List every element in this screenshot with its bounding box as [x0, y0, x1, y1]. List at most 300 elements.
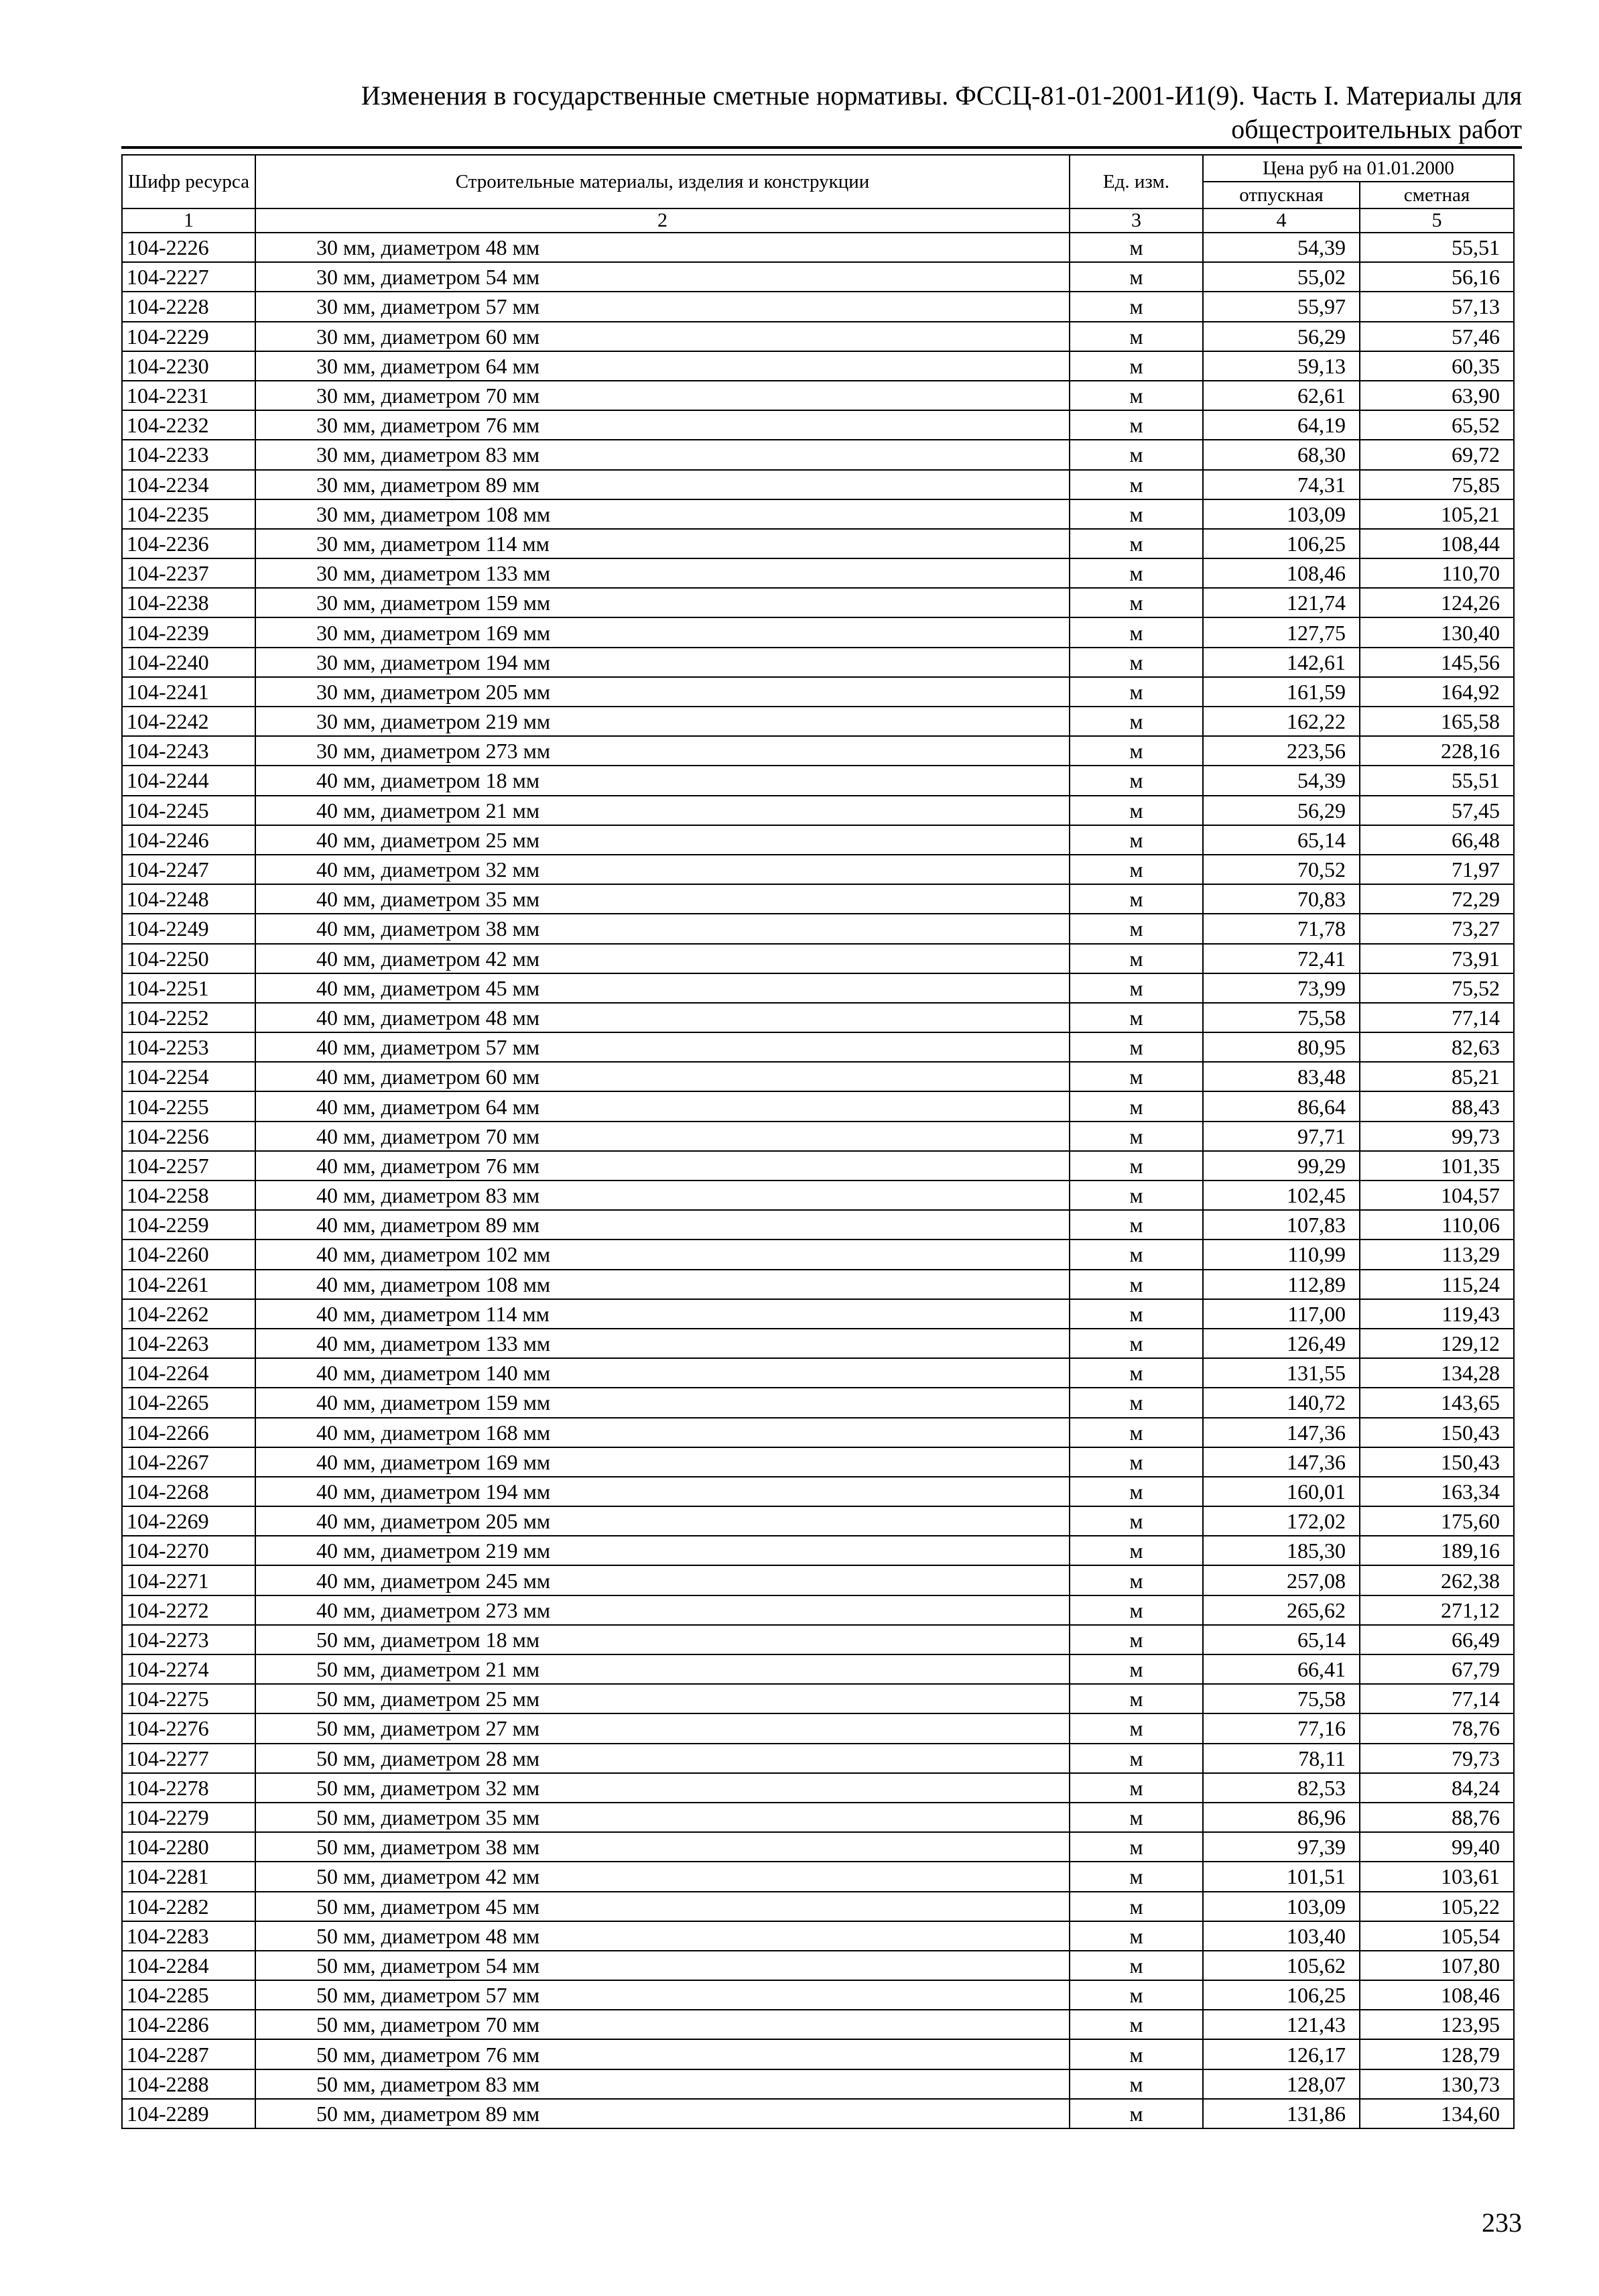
table-row [122, 1595, 1514, 1625]
table-row [122, 1270, 1514, 1299]
price-release: 70,52 [1203, 855, 1360, 884]
table-row [122, 1477, 1514, 1506]
price-estimate: 119,43 [1360, 1299, 1514, 1329]
price-release: 185,30 [1203, 1536, 1360, 1565]
price-release: 140,72 [1203, 1388, 1360, 1417]
price-estimate: 150,43 [1360, 1418, 1514, 1447]
table-row [122, 1181, 1514, 1210]
table-row [122, 1329, 1514, 1358]
col-header-price-estimate: сметная [1360, 182, 1514, 208]
unit: м [1070, 2039, 1203, 2069]
price-release: 77,16 [1203, 1713, 1360, 1743]
price-estimate: 57,13 [1360, 292, 1514, 321]
price-estimate: 107,80 [1360, 1951, 1514, 1980]
resource-code: 104-2227 [122, 262, 255, 292]
price-release: 62,61 [1203, 381, 1360, 410]
unit: м [1070, 855, 1203, 884]
unit: м [1070, 410, 1203, 440]
table-row [122, 233, 1514, 262]
resource-code: 104-2244 [122, 766, 255, 795]
unit: м [1070, 1892, 1203, 1921]
price-release: 101,51 [1203, 1862, 1360, 1891]
price-release: 265,62 [1203, 1595, 1360, 1625]
price-estimate: 143,65 [1360, 1388, 1514, 1417]
price-release: 172,02 [1203, 1506, 1360, 1536]
table-row [122, 1003, 1514, 1032]
material-name: 30 мм, диаметром 83 мм [255, 440, 1070, 469]
price-estimate: 57,45 [1360, 796, 1514, 825]
resource-code: 104-2240 [122, 648, 255, 677]
unit: м [1070, 1595, 1203, 1625]
table-row [122, 322, 1514, 351]
price-release: 161,59 [1203, 677, 1360, 707]
resource-code: 104-2257 [122, 1151, 255, 1181]
price-release: 56,29 [1203, 796, 1360, 825]
price-estimate: 134,28 [1360, 1358, 1514, 1388]
material-name: 50 мм, диаметром 54 мм [255, 1951, 1070, 1980]
unit: м [1070, 1358, 1203, 1388]
material-name: 40 мм, диаметром 42 мм [255, 944, 1070, 973]
resource-code: 104-2231 [122, 381, 255, 410]
price-estimate: 66,49 [1360, 1625, 1514, 1654]
price-release: 70,83 [1203, 884, 1360, 914]
resource-code: 104-2245 [122, 796, 255, 825]
unit: м [1070, 2099, 1203, 2128]
material-name: 40 мм, диаметром 25 мм [255, 825, 1070, 855]
material-name: 40 мм, диаметром 64 мм [255, 1091, 1070, 1121]
material-name: 30 мм, диаметром 89 мм [255, 470, 1070, 499]
resource-code: 104-2270 [122, 1536, 255, 1565]
header-title-line2: общестроительных работ [1231, 114, 1522, 144]
col-header-price-group: Цена руб на 01.01.2000 [1203, 155, 1514, 182]
table-row [122, 1951, 1514, 1980]
resource-code: 104-2263 [122, 1329, 255, 1358]
unit: м [1070, 2069, 1203, 2099]
resource-code: 104-2243 [122, 736, 255, 766]
unit: м [1070, 1003, 1203, 1032]
material-name: 40 мм, диаметром 108 мм [255, 1270, 1070, 1299]
resource-code: 104-2268 [122, 1477, 255, 1506]
price-estimate: 105,22 [1360, 1892, 1514, 1921]
unit: м [1070, 1773, 1203, 1803]
price-release: 65,14 [1203, 825, 1360, 855]
price-estimate: 228,16 [1360, 736, 1514, 766]
price-estimate: 113,29 [1360, 1240, 1514, 1269]
resource-code: 104-2273 [122, 1625, 255, 1654]
price-release: 147,36 [1203, 1447, 1360, 1477]
material-name: 40 мм, диаметром 35 мм [255, 884, 1070, 914]
table-row [122, 1418, 1514, 1447]
table-row [122, 2010, 1514, 2039]
resource-code: 104-2277 [122, 1744, 255, 1773]
resource-code: 104-2258 [122, 1181, 255, 1210]
table-row [122, 766, 1514, 795]
price-release: 257,08 [1203, 1565, 1360, 1595]
material-name: 40 мм, диаметром 102 мм [255, 1240, 1070, 1269]
material-name: 30 мм, диаметром 273 мм [255, 736, 1070, 766]
resource-code: 104-2232 [122, 410, 255, 440]
resource-code: 104-2239 [122, 617, 255, 647]
price-estimate: 63,90 [1360, 381, 1514, 410]
material-name: 40 мм, диаметром 169 мм [255, 1447, 1070, 1477]
table-row [122, 1299, 1514, 1329]
price-estimate: 99,40 [1360, 1832, 1514, 1862]
resource-code: 104-2238 [122, 588, 255, 617]
resource-code: 104-2284 [122, 1951, 255, 1980]
table-row [122, 558, 1514, 588]
price-estimate: 163,34 [1360, 1477, 1514, 1506]
resource-code: 104-2249 [122, 914, 255, 943]
material-name: 50 мм, диаметром 83 мм [255, 2069, 1070, 2099]
table-row [122, 1388, 1514, 1417]
price-estimate: 82,63 [1360, 1032, 1514, 1062]
unit: м [1070, 440, 1203, 469]
table-row [122, 1744, 1514, 1773]
unit: м [1070, 1654, 1203, 1684]
unit: м [1070, 1062, 1203, 1091]
price-estimate: 123,95 [1360, 2010, 1514, 2039]
price-estimate: 75,52 [1360, 973, 1514, 1003]
unit: м [1070, 381, 1203, 410]
unit: м [1070, 944, 1203, 973]
price-estimate: 73,91 [1360, 944, 1514, 973]
resource-code: 104-2242 [122, 707, 255, 736]
table-row [122, 1773, 1514, 1803]
price-estimate: 105,21 [1360, 499, 1514, 529]
unit: м [1070, 1151, 1203, 1181]
table-row [122, 410, 1514, 440]
resource-code: 104-2246 [122, 825, 255, 855]
price-release: 83,48 [1203, 1062, 1360, 1091]
price-release: 86,96 [1203, 1803, 1360, 1832]
resource-code: 104-2274 [122, 1654, 255, 1684]
table-row [122, 351, 1514, 381]
unit: м [1070, 825, 1203, 855]
unit: м [1070, 1565, 1203, 1595]
unit: м [1070, 322, 1203, 351]
material-name: 40 мм, диаметром 168 мм [255, 1418, 1070, 1447]
price-estimate: 88,76 [1360, 1803, 1514, 1832]
price-release: 147,36 [1203, 1418, 1360, 1447]
price-release: 65,14 [1203, 1625, 1360, 1654]
material-name: 40 мм, диаметром 32 мм [255, 855, 1070, 884]
material-name: 40 мм, диаметром 76 мм [255, 1151, 1070, 1181]
price-estimate: 99,73 [1360, 1122, 1514, 1151]
price-release: 82,53 [1203, 1773, 1360, 1803]
price-estimate: 110,70 [1360, 558, 1514, 588]
table-row [122, 648, 1514, 677]
table-row [122, 1803, 1514, 1832]
unit: м [1070, 766, 1203, 795]
price-release: 162,22 [1203, 707, 1360, 736]
table-row [122, 1980, 1514, 2010]
material-name: 40 мм, диаметром 140 мм [255, 1358, 1070, 1388]
table-row [122, 825, 1514, 855]
unit: м [1070, 1270, 1203, 1299]
material-name: 40 мм, диаметром 245 мм [255, 1565, 1070, 1595]
material-name: 30 мм, диаметром 219 мм [255, 707, 1070, 736]
material-name: 50 мм, диаметром 48 мм [255, 1921, 1070, 1951]
price-estimate: 66,48 [1360, 825, 1514, 855]
resource-code: 104-2235 [122, 499, 255, 529]
header-title-line1: Изменения в государственные сметные нормативы. ФССЦ-81-01-2001-И1(9). Часть I. Материалы для [361, 80, 1522, 111]
material-name: 40 мм, диаметром 89 мм [255, 1210, 1070, 1240]
col-number: 3 [1070, 208, 1203, 233]
price-release: 54,39 [1203, 766, 1360, 795]
resource-code: 104-2256 [122, 1122, 255, 1151]
table-row [122, 1210, 1514, 1240]
col-number: 5 [1360, 208, 1514, 233]
table-row [122, 1447, 1514, 1477]
table-row [122, 470, 1514, 499]
price-estimate: 271,12 [1360, 1595, 1514, 1625]
resource-code: 104-2283 [122, 1921, 255, 1951]
unit: м [1070, 1862, 1203, 1891]
price-estimate: 124,26 [1360, 588, 1514, 617]
price-release: 74,31 [1203, 470, 1360, 499]
unit: м [1070, 1951, 1203, 1980]
table-row [122, 381, 1514, 410]
price-estimate: 104,57 [1360, 1181, 1514, 1210]
material-name: 40 мм, диаметром 38 мм [255, 914, 1070, 943]
resource-code: 104-2280 [122, 1832, 255, 1862]
resource-code: 104-2250 [122, 944, 255, 973]
table-row [122, 617, 1514, 647]
resource-code: 104-2230 [122, 351, 255, 381]
material-name: 50 мм, диаметром 76 мм [255, 2039, 1070, 2069]
price-release: 110,99 [1203, 1240, 1360, 1269]
unit: м [1070, 1980, 1203, 2010]
price-release: 59,13 [1203, 351, 1360, 381]
unit: м [1070, 1536, 1203, 1565]
table-row [122, 973, 1514, 1003]
price-estimate: 77,14 [1360, 1684, 1514, 1713]
table-row [122, 499, 1514, 529]
unit: м [1070, 1625, 1203, 1654]
material-name: 50 мм, диаметром 21 мм [255, 1654, 1070, 1684]
table-row [122, 2099, 1514, 2128]
price-release: 160,01 [1203, 1477, 1360, 1506]
price-release: 106,25 [1203, 1980, 1360, 2010]
material-name: 30 мм, диаметром 133 мм [255, 558, 1070, 588]
table-body [122, 233, 1514, 2128]
price-release: 131,55 [1203, 1358, 1360, 1388]
price-estimate: 108,46 [1360, 1980, 1514, 2010]
header-rule [121, 146, 1522, 149]
price-release: 56,29 [1203, 322, 1360, 351]
price-release: 55,02 [1203, 262, 1360, 292]
resource-code: 104-2252 [122, 1003, 255, 1032]
unit: м [1070, 707, 1203, 736]
price-estimate: 262,38 [1360, 1565, 1514, 1595]
price-estimate: 110,06 [1360, 1210, 1514, 1240]
material-name: 30 мм, диаметром 169 мм [255, 617, 1070, 647]
table-row [122, 884, 1514, 914]
resource-code: 104-2233 [122, 440, 255, 469]
price-release: 121,74 [1203, 588, 1360, 617]
price-estimate: 134,60 [1360, 2099, 1514, 2128]
price-release: 117,00 [1203, 1299, 1360, 1329]
material-name: 40 мм, диаметром 18 мм [255, 766, 1070, 795]
resource-code: 104-2285 [122, 1980, 255, 2010]
resource-code: 104-2237 [122, 558, 255, 588]
resource-code: 104-2253 [122, 1032, 255, 1062]
material-name: 40 мм, диаметром 70 мм [255, 1122, 1070, 1151]
unit: м [1070, 292, 1203, 321]
material-name: 40 мм, диаметром 83 мм [255, 1181, 1070, 1210]
resource-code: 104-2286 [122, 2010, 255, 2039]
resource-code: 104-2267 [122, 1447, 255, 1477]
resource-code: 104-2264 [122, 1358, 255, 1388]
unit: м [1070, 617, 1203, 647]
price-estimate: 101,35 [1360, 1151, 1514, 1181]
price-release: 142,61 [1203, 648, 1360, 677]
resource-code: 104-2266 [122, 1418, 255, 1447]
price-release: 102,45 [1203, 1181, 1360, 1210]
price-release: 78,11 [1203, 1744, 1360, 1773]
table-row [122, 1654, 1514, 1684]
price-estimate: 88,43 [1360, 1091, 1514, 1121]
page-number: 233 [1482, 2208, 1522, 2238]
material-name: 40 мм, диаметром 21 мм [255, 796, 1070, 825]
material-name: 30 мм, диаметром 205 мм [255, 677, 1070, 707]
materials-price-table [121, 154, 1515, 2129]
material-name: 50 мм, диаметром 89 мм [255, 2099, 1070, 2128]
unit: м [1070, 1506, 1203, 1536]
price-release: 66,41 [1203, 1654, 1360, 1684]
price-estimate: 78,76 [1360, 1713, 1514, 1743]
unit: м [1070, 588, 1203, 617]
price-estimate: 145,56 [1360, 648, 1514, 677]
unit: м [1070, 233, 1203, 262]
material-name: 30 мм, диаметром 194 мм [255, 648, 1070, 677]
resource-code: 104-2261 [122, 1270, 255, 1299]
price-release: 126,17 [1203, 2039, 1360, 2069]
resource-code: 104-2282 [122, 1892, 255, 1921]
price-estimate: 165,58 [1360, 707, 1514, 736]
unit: м [1070, 796, 1203, 825]
price-release: 97,71 [1203, 1122, 1360, 1151]
table-row [122, 1565, 1514, 1595]
price-release: 121,43 [1203, 2010, 1360, 2039]
resource-code: 104-2251 [122, 973, 255, 1003]
price-estimate: 55,51 [1360, 233, 1514, 262]
resource-code: 104-2275 [122, 1684, 255, 1713]
unit: м [1070, 1803, 1203, 1832]
material-name: 40 мм, диаметром 60 мм [255, 1062, 1070, 1091]
resource-code: 104-2259 [122, 1210, 255, 1240]
material-name: 50 мм, диаметром 42 мм [255, 1862, 1070, 1891]
material-name: 30 мм, диаметром 159 мм [255, 588, 1070, 617]
price-estimate: 189,16 [1360, 1536, 1514, 1565]
unit: м [1070, 973, 1203, 1003]
price-release: 80,95 [1203, 1032, 1360, 1062]
price-estimate: 75,85 [1360, 470, 1514, 499]
price-release: 128,07 [1203, 2069, 1360, 2099]
material-name: 30 мм, диаметром 114 мм [255, 529, 1070, 558]
unit: м [1070, 1032, 1203, 1062]
unit: м [1070, 914, 1203, 943]
table-row [122, 262, 1514, 292]
unit: м [1070, 1240, 1203, 1269]
price-release: 72,41 [1203, 944, 1360, 973]
unit: м [1070, 1418, 1203, 1447]
price-estimate: 72,29 [1360, 884, 1514, 914]
material-name: 40 мм, диаметром 194 мм [255, 1477, 1070, 1506]
resource-code: 104-2271 [122, 1565, 255, 1595]
material-name: 30 мм, диаметром 70 мм [255, 381, 1070, 410]
price-estimate: 67,79 [1360, 1654, 1514, 1684]
material-name: 40 мм, диаметром 205 мм [255, 1506, 1070, 1536]
resource-code: 104-2228 [122, 292, 255, 321]
table-row [122, 529, 1514, 558]
resource-code: 104-2279 [122, 1803, 255, 1832]
material-name: 40 мм, диаметром 219 мм [255, 1536, 1070, 1565]
price-release: 97,39 [1203, 1832, 1360, 1862]
unit: м [1070, 1713, 1203, 1743]
unit: м [1070, 558, 1203, 588]
unit: м [1070, 1477, 1203, 1506]
price-release: 55,97 [1203, 292, 1360, 321]
material-name: 50 мм, диаметром 25 мм [255, 1684, 1070, 1713]
unit: м [1070, 736, 1203, 766]
resource-code: 104-2288 [122, 2069, 255, 2099]
price-release: 103,40 [1203, 1921, 1360, 1951]
material-name: 50 мм, диаметром 32 мм [255, 1773, 1070, 1803]
resource-code: 104-2289 [122, 2099, 255, 2128]
price-estimate: 103,61 [1360, 1862, 1514, 1891]
material-name: 40 мм, диаметром 159 мм [255, 1388, 1070, 1417]
material-name: 40 мм, диаметром 48 мм [255, 1003, 1070, 1032]
resource-code: 104-2229 [122, 322, 255, 351]
price-estimate: 150,43 [1360, 1447, 1514, 1477]
table-row [122, 1240, 1514, 1269]
table-row [122, 588, 1514, 617]
unit: м [1070, 1210, 1203, 1240]
resource-code: 104-2248 [122, 884, 255, 914]
material-name: 40 мм, диаметром 133 мм [255, 1329, 1070, 1358]
resource-code: 104-2272 [122, 1595, 255, 1625]
table-row [122, 736, 1514, 766]
price-release: 103,09 [1203, 499, 1360, 529]
table-row [122, 1832, 1514, 1862]
unit: м [1070, 1832, 1203, 1862]
price-estimate: 164,92 [1360, 677, 1514, 707]
price-estimate: 130,40 [1360, 617, 1514, 647]
price-release: 68,30 [1203, 440, 1360, 469]
material-name: 50 мм, диаметром 70 мм [255, 2010, 1070, 2039]
price-release: 105,62 [1203, 1951, 1360, 1980]
material-name: 30 мм, диаметром 54 мм [255, 262, 1070, 292]
price-estimate: 130,73 [1360, 2069, 1514, 2099]
table-row [122, 914, 1514, 943]
material-name: 40 мм, диаметром 114 мм [255, 1299, 1070, 1329]
resource-code: 104-2234 [122, 470, 255, 499]
page-header [115, 79, 1522, 146]
unit: м [1070, 1122, 1203, 1151]
material-name: 30 мм, диаметром 60 мм [255, 322, 1070, 351]
price-estimate: 77,14 [1360, 1003, 1514, 1032]
price-estimate: 60,35 [1360, 351, 1514, 381]
price-release: 108,46 [1203, 558, 1360, 588]
unit: м [1070, 1091, 1203, 1121]
resource-code: 104-2265 [122, 1388, 255, 1417]
table-row [122, 1921, 1514, 1951]
table-row [122, 2039, 1514, 2069]
unit: м [1070, 1921, 1203, 1951]
price-estimate: 105,54 [1360, 1921, 1514, 1951]
unit: м [1070, 1388, 1203, 1417]
